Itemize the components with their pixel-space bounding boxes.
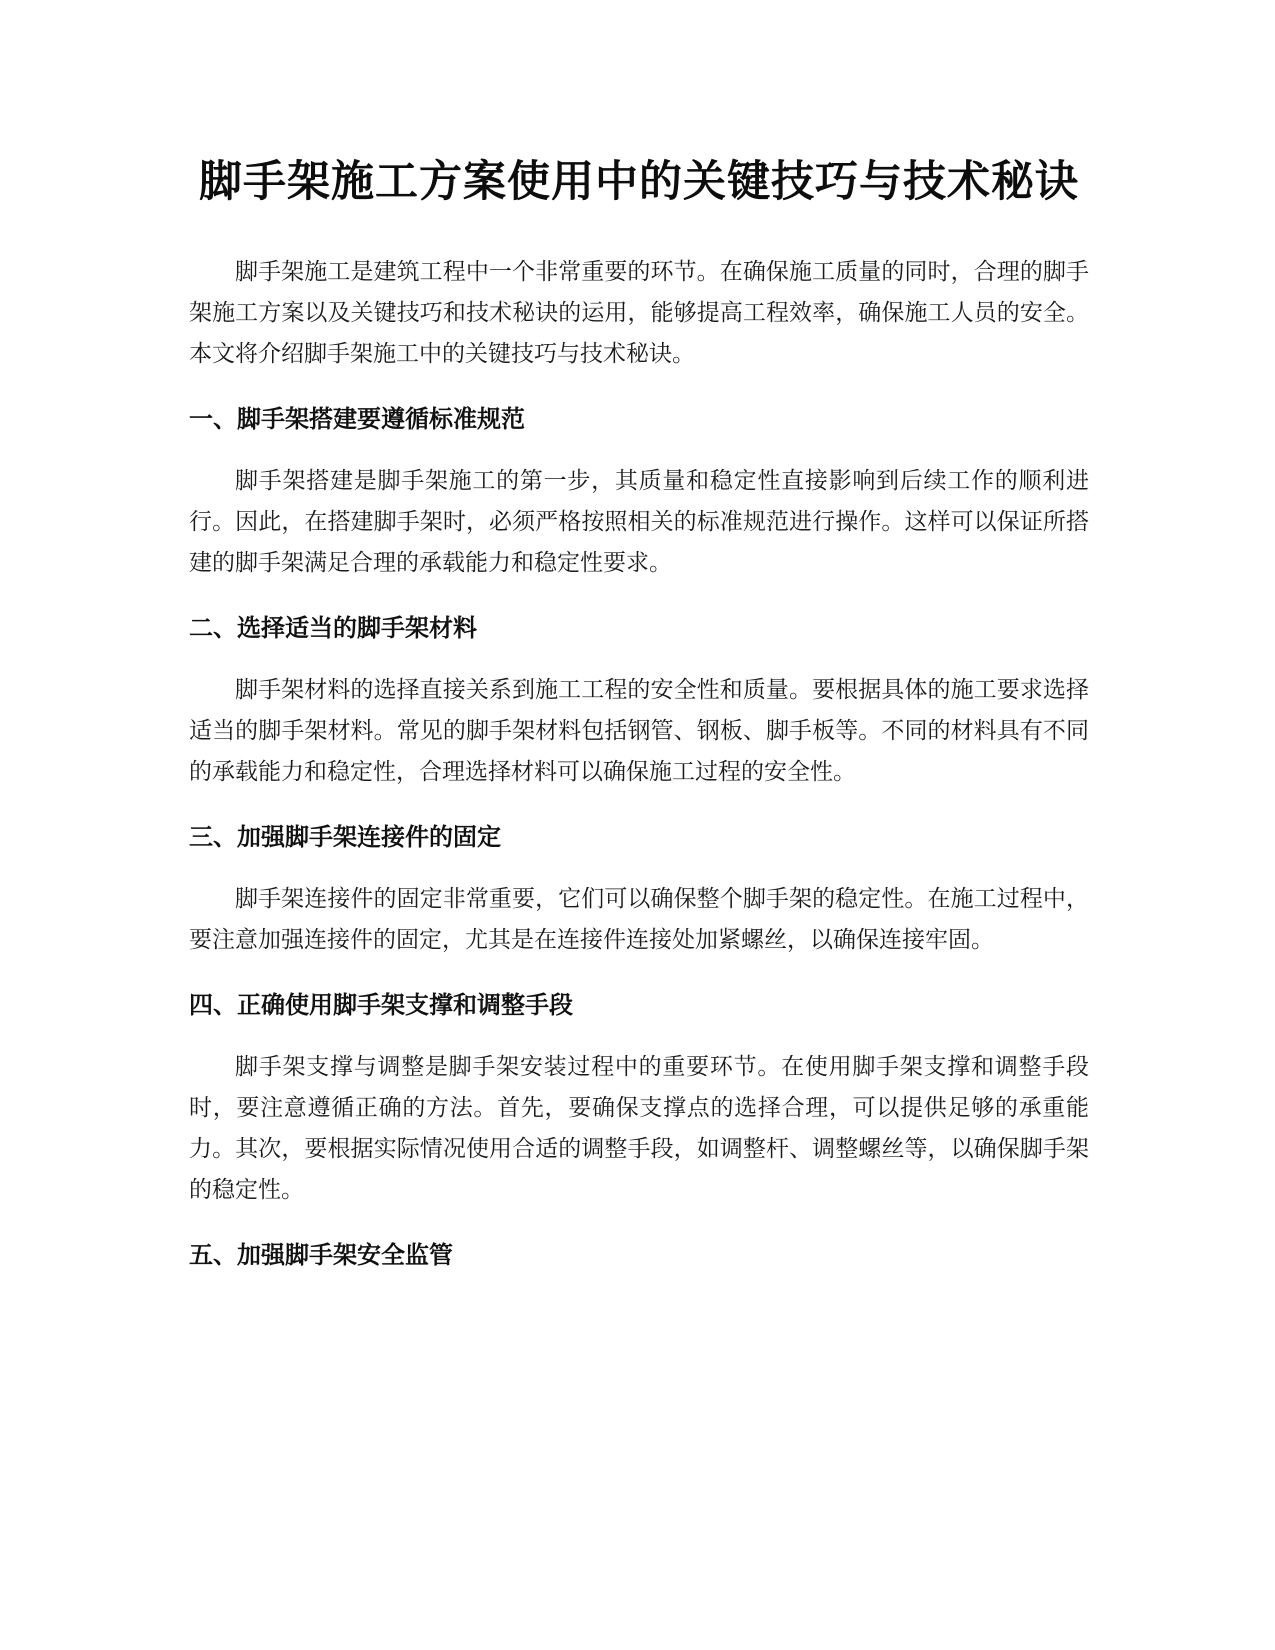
document-title: 脚手架施工方案使用中的关键技巧与技术秘诀 — [199, 157, 1079, 207]
section-heading-3: 三、加强脚手架连接件的固定 — [189, 823, 501, 851]
section-heading-5: 五、加强脚手架安全监管 — [189, 1241, 453, 1269]
section-body-2: 脚手架材料的选择直接关系到施工工程的安全性和质量。要根据具体的施工要求选择适当的脚手架材料。常见的脚手架材料包括钢管、钢板、脚手板等。不同的材料具有不同的承载能力和稳定性，合理选择材料可以确保施工过程的安全性。 — [189, 677, 1089, 785]
section-heading-1: 一、脚手架搭建要遵循标准规范 — [189, 405, 525, 433]
section-body-4: 脚手架支撑与调整是脚手架安装过程中的重要环节。在使用脚手架支撑和调整手段时，要注意遵循正确的方法。首先，要确保支撑点的选择合理，可以提供足够的承重能力。其次，要根据实际情况使用合适的调整手段，如调整杆、调整螺丝等，以确保脚手架的稳定性。 — [189, 1054, 1089, 1203]
section-heading-2: 二、选择适当的脚手架材料 — [189, 614, 477, 642]
section-body-3: 脚手架连接件的固定非常重要，它们可以确保整个脚手架的稳定性。在施工过程中，要注意加强连接件的固定，尤其是在连接件连接处加紧螺丝，以确保连接牢固。 — [189, 886, 1089, 953]
section-body-1: 脚手架搭建是脚手架施工的第一步，其质量和稳定性直接影响到后续工作的顺利进行。因此，在搭建脚手架时，必须严格按照相关的标准规范进行操作。这样可以保证所搭建的脚手架满足合理的承载能力和稳定性要求。 — [189, 468, 1089, 576]
document-content — [189, 142, 1089, 1297]
intro-paragraph: 脚手架施工是建筑工程中一个非常重要的环节。在确保施工质量的同时，合理的脚手架施工方案以及关键技巧和技术秘诀的运用，能够提高工程效率，确保施工人员的安全。本文将介绍脚手架施工中的关键技巧与技术秘诀。 — [189, 259, 1089, 367]
section-heading-4: 四、正确使用脚手架支撑和调整手段 — [189, 991, 573, 1019]
